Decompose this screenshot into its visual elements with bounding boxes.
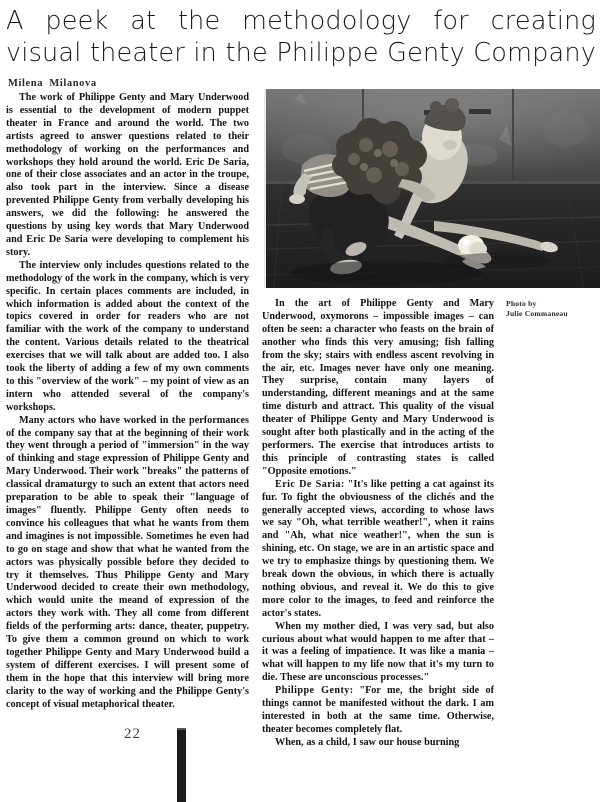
right-paragraph-1-text: In the art of Philippe Genty and Mary Underwood, oxymorons – impossible images – can often be seen: a character who feasts on the brain of another who finds this very amusing; fish falling from the sky; stairs with endless ascent revolving in the air, etc. Images never have only one meaning. They surprise, contain many layers of understanding, different meanings and at the same time disturb and attract. This quality of the visual theater of Philippe Genty and Mary Underwood is sought after both plastically and in the acting of the performers. The exercise that introduces artists to this principle of contrasting states is called "Opposite emotions."	[262, 298, 494, 477]
right-paragraph-2-text: : "It's like petting a cat against its fur. To fight the obviousness of the clichés and the generally accepted views, according to whose laws we say "Oh, what terrible weather!", when it rains and "Ah, what nice weather!", when the sun is shining, etc. On stage, we are in an artistic space and we try to emphasize things by questioning them. We break down the obvious, in which there is actually nothing obvious, and reveal it. We do this to give more color to the images, to feed and reinforce the actor's states.	[262, 478, 494, 619]
title-block	[0, 0, 600, 89]
page-number: 22	[124, 726, 141, 742]
right-paragraph-2	[262, 479, 494, 621]
right-paragraph-3	[262, 621, 494, 686]
right-paragraph-3-text: When my mother died, I was very sad, but also curious about what would happen to me after that – it was a feeling of impatience. It was like a mania – what will happen to my life now that it's my turn to die. These are unconscious processes."	[262, 620, 494, 684]
right-text-column	[262, 298, 494, 750]
photo-credit	[506, 299, 598, 320]
left-paragraph-3: Many actors who have worked in the performances of the company say that at the beginning of their work they went through a period of "immersion" in the way of thinking and stage expression of Philippe Genty and Mary Underwood. Their work "breaks" the patterns of classical dramaturgy to such an extent that actors need preparation to be able to speak their "language of images" fluently. Philippe Genty often needs to convince his colleagues that what he wants from them and imagines is not impossible. Sometimes he even had to go on stage and show that what he wanted from the actors was physically possible before they decided to try it themselves. Thus Philippe Genty and Mary Underwood decided to create their own methodology, which would unite the meand of expression of the actors they work with. They all come from different fields of the performing arts: dance, theater, puppetry. To give them a common ground on which to work together Philippe Genty and Mary Underwood build a system of different exercises. I will present some of them in the hope that this interview will bring more clarity to the way of working and the Philippe Genty's concept of visual metaphorical theater.	[6, 414, 249, 710]
speaker-name-philippe-genty: Philippe Genty	[275, 685, 350, 697]
title-line-1: A peek at the methodology for creating	[6, 6, 596, 36]
left-paragraph-1: The work of Philippe Genty and Mary Underwood is essential to the development of modern puppet theater in France and around the world. The two artists agreed to answer questions related to their methodology of working on the performances and workshops they hold around the world. Eric De Saria, one of their close associates and an actor in the troupe, also took part in the interview. Since a disease prevented Philippe Genty from verbally developing his answers, we did the following: he answered the questions by using key words that Mary Underwood and Eric De Saria were developing to complement his story.	[6, 92, 249, 258]
right-paragraph-5	[262, 737, 494, 750]
left-paragraph-2: The interview only includes questions related to the methodology of the work in the company, which is very specific. In certain places comments are included, in which information is added about the context of the topics covered in order for readers who are not familiar with the work of the company to understand the content. Various details related to the theatrical exercises that we will talk about are added too. I also took the liberty of adding a few of my own comments to this "overview of the work" – my point of view as an intern who attended several of the company's workshops.	[6, 259, 249, 413]
right-paragraph-4-text: : "For me, the bright side of things cannot be manifested without the dark. I am interested in both at the same time. Otherwise, theater becomes completely flat.	[262, 685, 494, 735]
stage-performance-photo	[264, 89, 600, 288]
photo-credit-line-2: Julie Commaneau	[506, 309, 568, 319]
photo-credit-line-1: Photo by	[506, 299, 537, 308]
right-paragraph-4	[262, 685, 494, 737]
title-line-2: visual theater in the Philippe Genty Company	[6, 37, 596, 68]
page-title	[6, 6, 596, 69]
right-paragraph-5-text: When, as a child, I saw our house burning	[275, 736, 460, 748]
photo-illustration	[266, 89, 600, 288]
speaker-name-eric-de-saria: Eric De Saria	[275, 478, 341, 490]
author-byline: Milena Milanova	[8, 78, 97, 90]
spine-marker-bar	[177, 728, 186, 802]
left-text-column	[6, 92, 249, 712]
right-paragraph-1	[262, 298, 494, 479]
